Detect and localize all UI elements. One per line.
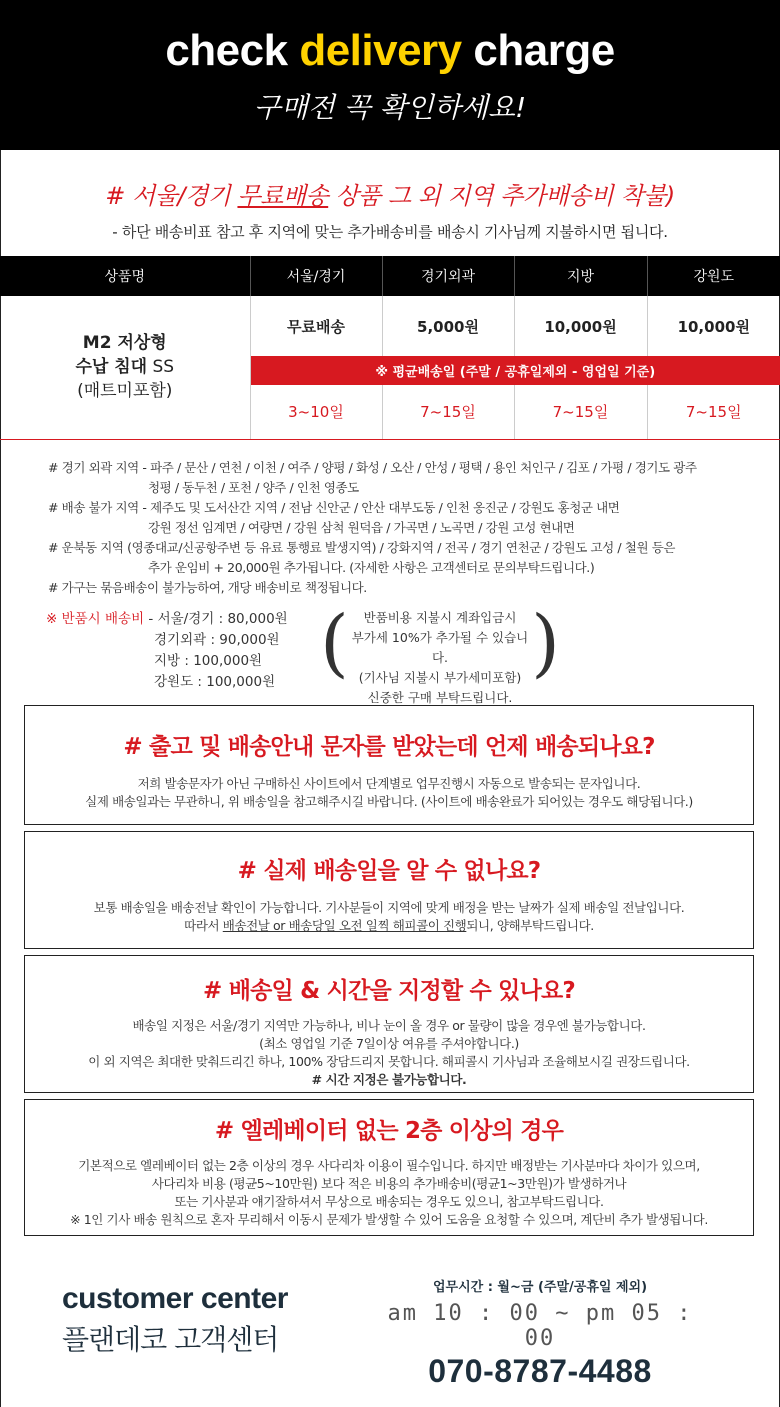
info-line: # 배송 불가 지역 - 제주도 및 도서산간 지역 / 전남 신안군 / 안산 대부도동 / 인천 옹진군 / 강원도 홍청군 내면 <box>48 500 620 515</box>
product-name-cell: M2 저상형 수납 침대 SS (매트미포함) <box>0 296 250 439</box>
col-header-product: 상품명 <box>0 256 250 296</box>
col-header-province: 지방 <box>514 256 647 296</box>
info-line: # 가구는 묶음배송이 불가능하여, 개당 배송비로 책정됩니다. <box>48 580 367 595</box>
col-header-gangwon: 강원도 <box>647 256 780 296</box>
fee-province: 10,000원 <box>514 296 647 356</box>
return-fee-gangwon: 강원도 : 100,000원 <box>154 674 276 690</box>
delivery-fee-table <box>0 256 780 440</box>
header-title: check delivery charge <box>165 26 615 75</box>
days-seoul: 3~10일 <box>250 385 382 439</box>
faq-box-delivery-date: # 실제 배송일을 알 수 없나요? 보통 배송일을 배송전날 확인이 가능합니다. 기사분들이 지역에 맞게 배정을 받는 날짜가 실제 배송일 전날입니다. 따라서 배송전날 or 배송당일 오전 일찍 해피콜이 진행되니, 양해부탁드립니다. <box>24 831 754 949</box>
left-paren-decoration: ( <box>320 600 349 686</box>
info-line: # 경기 외곽 지역 - 파주 / 문산 / 연천 / 이천 / 여주 / 양평 / 화성 / 오산 / 안성 / 평택 / 용인 처인구 / 김포 / 가평 / 경기도 광주 <box>48 460 697 475</box>
faq-box-elevator: # 엘레베이터 없는 2층 이상의 경우 기본적으로 엘레베이터 없는 2층 이상의 경우 사다리차 이용이 필수입니다. 하지만 배정받는 기사분마다 차이가 있으며, 사다리차 비용 (평균5~10만원) 보다 적은 비용의 추가배송비(평균1~3만원)가 발생하거나 또는 기사분과 얘기잘하셔서 무상으로 배송되는 경우도 있으니, 참고부탁드립니다. ※ 1인 기사 배송 원칙으로 혼자 무리해서 이동시 문제가 발생할 수 있어 도움을 요청할 수 있으며, 계단비 추가 발생됩니다. <box>24 1099 754 1236</box>
return-fee-seoul: - 서울/경기 : 80,000원 <box>144 611 288 627</box>
return-fee-outskirts: 경기외곽 : 90,000원 <box>154 632 280 648</box>
days-outskirts: 7~15일 <box>382 385 514 439</box>
return-fee-list <box>46 609 346 693</box>
right-paren-decoration: ) <box>531 600 560 686</box>
days-province: 7~15일 <box>514 385 647 439</box>
days-gangwon: 7~15일 <box>647 385 780 439</box>
free-shipping-notice <box>0 176 780 242</box>
average-days-bar: ※ 평균배송일 (주말 / 공휴일제외 - 영업일 기준) <box>250 356 780 385</box>
phone-number[interactable]: 070-8787-4488 <box>428 1353 652 1389</box>
page-header <box>0 0 780 150</box>
fee-seoul: 무료배송 <box>250 296 382 356</box>
customer-center-title-ko: 플랜데코 고객센터 <box>62 1323 279 1356</box>
customer-center <box>62 1282 322 1358</box>
return-fee-province: 지방 : 100,000원 <box>154 653 263 669</box>
faq-title: # 출고 및 배송안내 문자를 받았는데 언제 배송되나요? <box>123 734 655 760</box>
info-line: 강원 정선 임계면 / 여량면 / 강원 삼척 원덕읍 / 가곡면 / 노곡면 / 강원 고성 현내면 <box>148 520 575 535</box>
notice-subtext: - 하단 배송비표 참고 후 지역에 맞는 추가배송비를 배송시 기사님께 지불하시면 됩니다. <box>112 223 668 241</box>
info-line: # 운북동 지역 (영종대교/신공항주변 등 유료 통행료 발생지역) / 강화지역 / 전곡 / 경기 연천군 / 강원도 고성 / 철원 등은 <box>48 540 676 555</box>
info-line: 추가 운임비 + 20,000원 추가됩니다. (자세한 사항은 고객센터로 문의부탁드립니다.) <box>148 560 595 575</box>
faq-box-notification: # 출고 및 배송안내 문자를 받았는데 언제 배송되나요? 저희 발송문자가 아닌 구매하신 사이트에서 단계별로 업무진행시 자동으로 발송되는 문자입니다. 실제 배송일과는 무관하니, 위 배송일을 참고해주시길 바랍니다. (사이트에 배송완료가 되어있는 경우도 해당됩니다.) <box>24 705 754 825</box>
faq-title: # 엘레베이터 없는 2층 이상의 경우 <box>214 1118 564 1144</box>
faq-title: # 실제 배송일을 알 수 없나요? <box>237 858 541 884</box>
table-header-row <box>0 256 780 296</box>
notice-heading: # 서울/경기 무료배송 상품 그 외 지역 추가배송비 착불) <box>105 182 675 210</box>
faq-box-schedule: # 배송일 & 시간을 지정할 수 있나요? 배송일 지정은 서울/경기 지역만 가능하나, 비나 눈이 올 경우 or 물량이 많을 경우엔 불가능합니다. (최소 영업일 기준 7일이상 여유를 주셔야합니다.) 이 외 지역은 최대한 맞춰드리긴 하나, 100% 장담드리지 못합니다. 해피콜시 기사님과 조율해보시길 권장드립니다. # 시간 지정은 불가능합니다. <box>24 955 754 1093</box>
header-subtitle: 구매전 꼭 확인하세요! <box>253 91 527 124</box>
col-header-seoul: 서울/경기 <box>250 256 382 296</box>
business-hours <box>370 1276 710 1390</box>
fee-outskirts: 5,000원 <box>382 296 514 356</box>
customer-center-title-en: customer center <box>62 1282 288 1315</box>
return-fee-label: ※ 반품시 배송비 <box>46 611 145 627</box>
col-header-outskirts: 경기외곽 <box>382 256 514 296</box>
hours-label: 업무시간 : 월~금 (주말/공휴일 제외) <box>432 1280 648 1295</box>
info-line: 청평 / 동두천 / 포천 / 양주 / 인천 영종도 <box>148 480 359 495</box>
header-title-highlight: delivery <box>299 26 462 75</box>
fee-row <box>0 296 780 356</box>
region-info <box>48 458 748 598</box>
hours-value: am 10 : 00 ~ pm 05 : 00 <box>387 1301 693 1351</box>
fee-gangwon: 10,000원 <box>677 317 750 336</box>
return-note: ( 반품비용 지불시 계좌입금시 부가세 10%가 추가될 수 있습니다. (기사님 지불시 부가세미포함) 신중한 구매 부탁드립니다. ) <box>320 600 560 705</box>
faq-title: # 배송일 & 시간을 지정할 수 있나요? <box>203 978 575 1004</box>
